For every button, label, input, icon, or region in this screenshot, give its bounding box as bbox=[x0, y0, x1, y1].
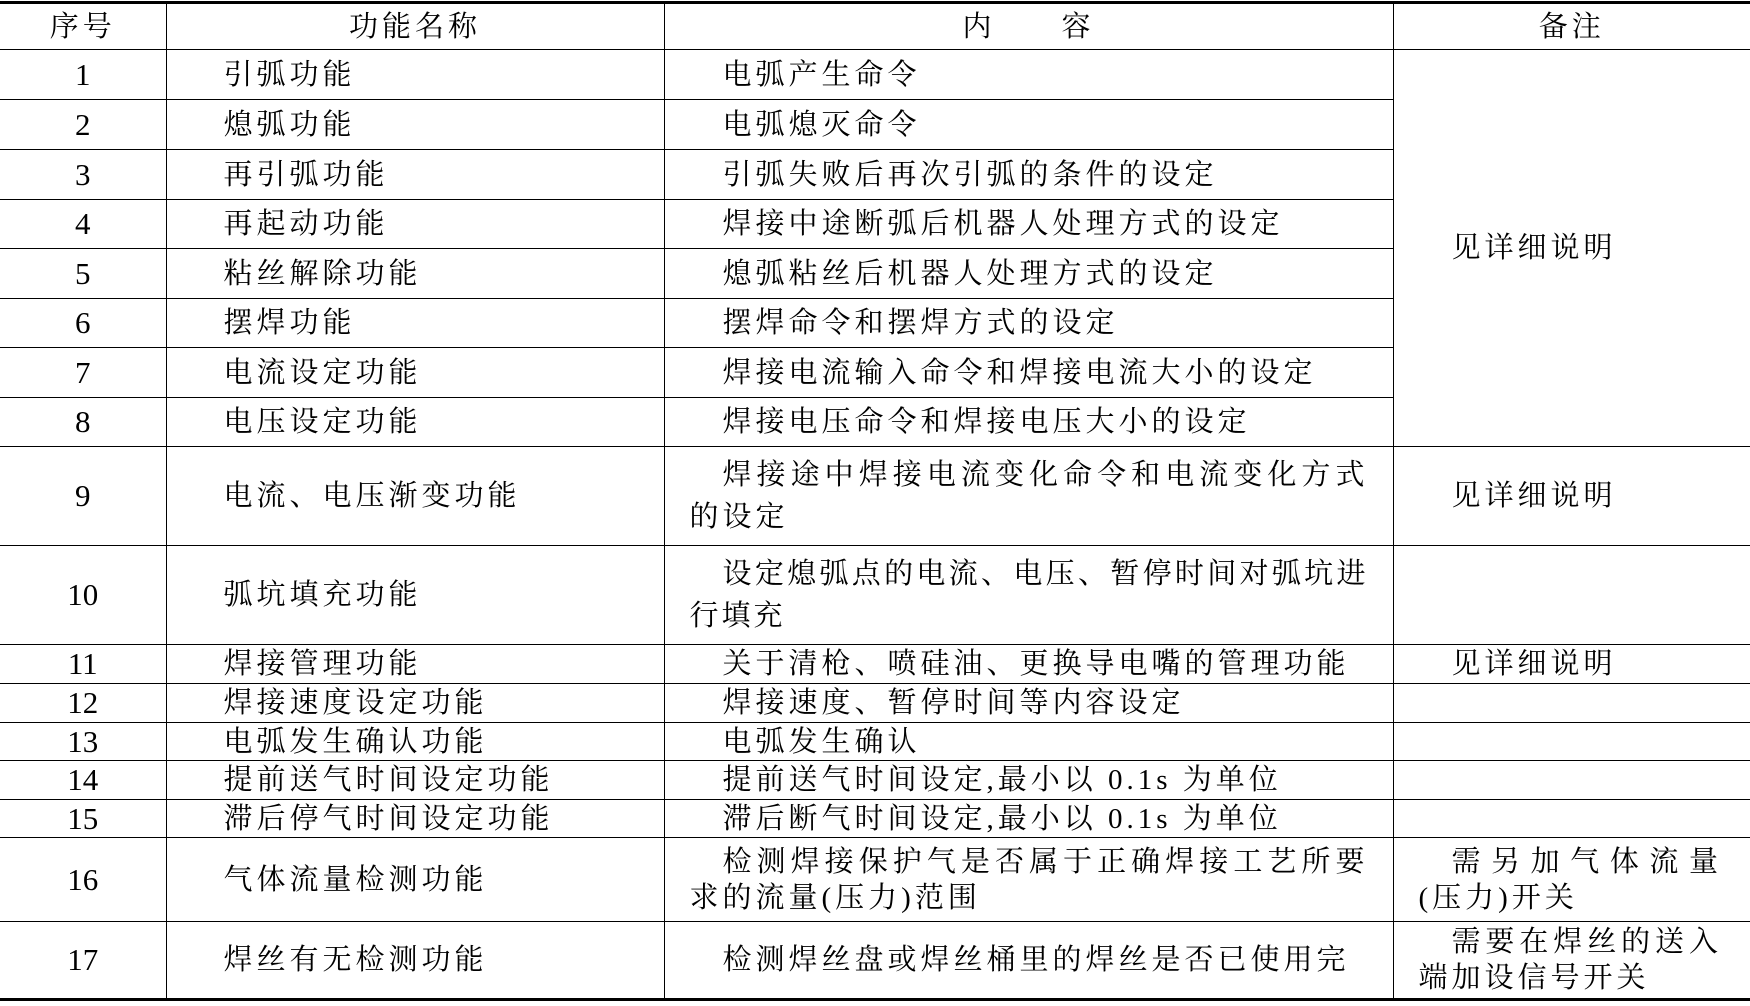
function-name: 焊丝有无检测功能 bbox=[166, 922, 664, 1000]
function-content: 焊接速度、暂停时间等内容设定 bbox=[664, 684, 1393, 723]
function-name: 熄弧功能 bbox=[166, 100, 664, 150]
remark: 需另加气体流量(压力)开关 bbox=[1393, 838, 1750, 922]
function-content: 检测焊接保护气是否属于正确焊接工艺所要求的流量(压力)范围 bbox=[664, 838, 1393, 922]
remark bbox=[1393, 546, 1750, 645]
function-content: 滞后断气时间设定,最小以 0.1s 为单位 bbox=[664, 800, 1393, 838]
function-name: 气体流量检测功能 bbox=[166, 838, 664, 922]
remark: 需要在焊丝的送入端加设信号开关 bbox=[1393, 922, 1750, 1000]
function-content: 摆焊命令和摆焊方式的设定 bbox=[664, 299, 1393, 348]
function-name: 粘丝解除功能 bbox=[166, 249, 664, 299]
row-number: 15 bbox=[0, 800, 166, 838]
row-number: 7 bbox=[0, 348, 166, 398]
function-content: 提前送气时间设定,最小以 0.1s 为单位 bbox=[664, 761, 1393, 800]
function-content: 焊接电压命令和焊接电压大小的设定 bbox=[664, 398, 1393, 447]
header-function-name: 功能名称 bbox=[166, 3, 664, 50]
function-name: 再引弧功能 bbox=[166, 150, 664, 200]
welding-function-table bbox=[0, 1, 1750, 1001]
header-content: 内 容 bbox=[664, 3, 1393, 50]
row-number: 10 bbox=[0, 546, 166, 645]
remark: 见详细说明 bbox=[1393, 447, 1750, 546]
function-name: 提前送气时间设定功能 bbox=[166, 761, 664, 800]
table-row bbox=[0, 546, 1750, 645]
row-number: 14 bbox=[0, 761, 166, 800]
function-name: 引弧功能 bbox=[166, 50, 664, 100]
function-content: 引弧失败后再次引弧的条件的设定 bbox=[664, 150, 1393, 200]
row-number: 2 bbox=[0, 100, 166, 150]
function-content: 检测焊丝盘或焊丝桶里的焊丝是否已使用完 bbox=[664, 922, 1393, 1000]
table-row bbox=[0, 723, 1750, 761]
remark bbox=[1393, 684, 1750, 723]
header-remark: 备注 bbox=[1393, 3, 1750, 50]
function-content: 熄弧粘丝后机器人处理方式的设定 bbox=[664, 249, 1393, 299]
table-row bbox=[0, 761, 1750, 800]
row-number: 17 bbox=[0, 922, 166, 1000]
function-content: 焊接途中焊接电流变化命令和电流变化方式的设定 bbox=[664, 447, 1393, 546]
function-name: 焊接速度设定功能 bbox=[166, 684, 664, 723]
remark: 见详细说明 bbox=[1393, 645, 1750, 684]
remark bbox=[1393, 800, 1750, 838]
remark bbox=[1393, 723, 1750, 761]
row-number: 8 bbox=[0, 398, 166, 447]
function-name: 弧坑填充功能 bbox=[166, 546, 664, 645]
table-row bbox=[0, 645, 1750, 684]
table-row bbox=[0, 684, 1750, 723]
function-content: 焊接电流输入命令和焊接电流大小的设定 bbox=[664, 348, 1393, 398]
row-number: 1 bbox=[0, 50, 166, 100]
function-content: 关于清枪、喷硅油、更换导电嘴的管理功能 bbox=[664, 645, 1393, 684]
function-name: 电压设定功能 bbox=[166, 398, 664, 447]
table-row bbox=[0, 800, 1750, 838]
function-name: 摆焊功能 bbox=[166, 299, 664, 348]
function-content: 焊接中途断弧后机器人处理方式的设定 bbox=[664, 200, 1393, 249]
table-row bbox=[0, 447, 1750, 546]
function-name: 电流、电压渐变功能 bbox=[166, 447, 664, 546]
row-number: 13 bbox=[0, 723, 166, 761]
row-number: 9 bbox=[0, 447, 166, 546]
function-content: 电弧熄灭命令 bbox=[664, 100, 1393, 150]
table-row bbox=[0, 838, 1750, 922]
function-content: 电弧发生确认 bbox=[664, 723, 1393, 761]
row-number: 11 bbox=[0, 645, 166, 684]
row-number: 12 bbox=[0, 684, 166, 723]
header-number: 序号 bbox=[0, 3, 166, 50]
function-name: 再起动功能 bbox=[166, 200, 664, 249]
row-number: 3 bbox=[0, 150, 166, 200]
function-content: 设定熄弧点的电流、电压、暂停时间对弧坑进行填充 bbox=[664, 546, 1393, 645]
row-number: 16 bbox=[0, 838, 166, 922]
function-name: 滞后停气时间设定功能 bbox=[166, 800, 664, 838]
remark: 见详细说明 bbox=[1393, 50, 1750, 447]
table-row bbox=[0, 922, 1750, 1000]
header-row bbox=[0, 3, 1750, 50]
table-row bbox=[0, 50, 1750, 100]
row-number: 4 bbox=[0, 200, 166, 249]
row-number: 5 bbox=[0, 249, 166, 299]
remark bbox=[1393, 761, 1750, 800]
function-content: 电弧产生命令 bbox=[664, 50, 1393, 100]
function-name: 电流设定功能 bbox=[166, 348, 664, 398]
function-name: 电弧发生确认功能 bbox=[166, 723, 664, 761]
function-name: 焊接管理功能 bbox=[166, 645, 664, 684]
row-number: 6 bbox=[0, 299, 166, 348]
